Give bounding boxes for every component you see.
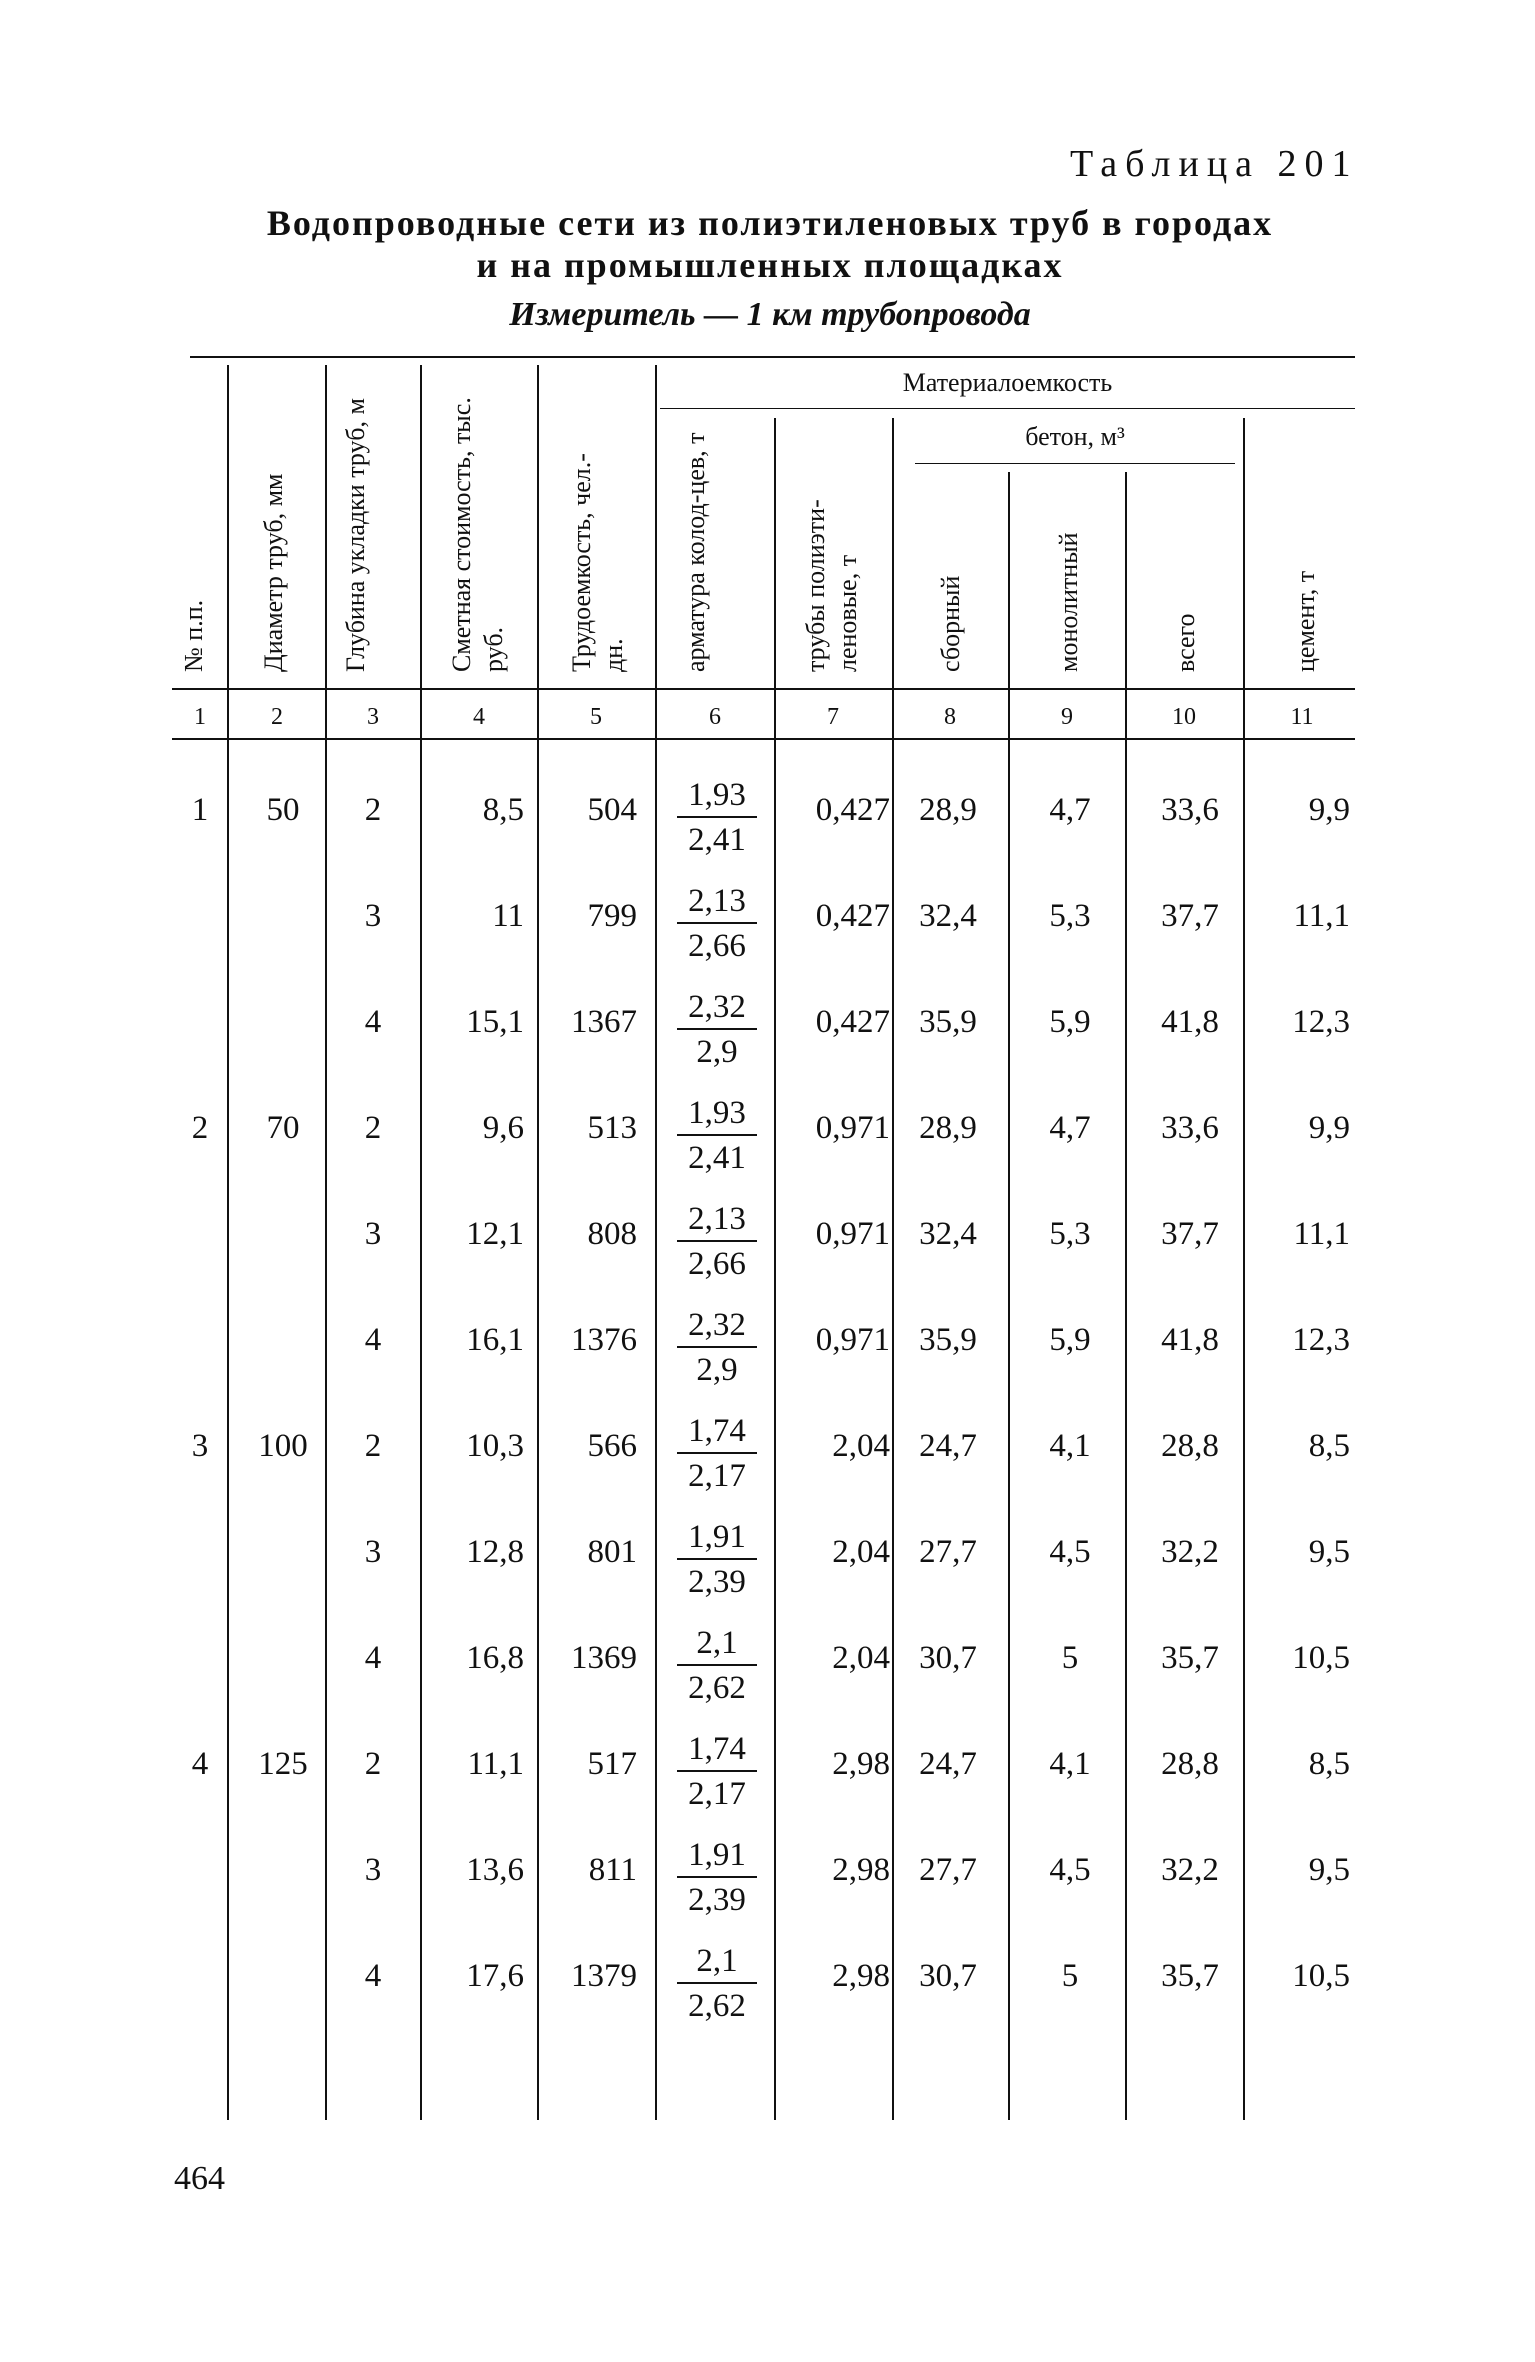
fraction-numerator: 1,91 (677, 1516, 757, 1560)
cell-armature-fraction (677, 1940, 757, 2028)
cell-cost: 11 (492, 898, 524, 934)
col-number-4: 4 (473, 704, 485, 730)
cell-total: 28,8 (1161, 1746, 1219, 1782)
col-sep-10 (1243, 418, 1245, 2120)
cell-pipes: 2,04 (832, 1428, 890, 1464)
cell-armature-fraction (677, 1198, 757, 1286)
cell-depth: 3 (364, 1852, 382, 1888)
cell-armature-fraction (677, 880, 757, 968)
fraction-denominator: 2,39 (688, 1564, 746, 1600)
cell-depth: 4 (364, 1322, 382, 1358)
cell-depth: 4 (364, 1958, 382, 1994)
cell-labor: 1376 (571, 1322, 637, 1358)
cell-cost: 11,1 (467, 1746, 524, 1782)
cell-total: 35,7 (1161, 1958, 1219, 1994)
cell-cement: 8,5 (1308, 1428, 1350, 1464)
col-sep-2 (325, 365, 327, 2120)
cell-pipes: 0,971 (815, 1322, 890, 1358)
cell-n: 4 (191, 1746, 209, 1782)
cell-cement: 10,5 (1292, 1958, 1350, 1994)
header-col-4: Сметная стоимость, тыс. руб. (447, 397, 508, 672)
cell-total: 41,8 (1161, 1322, 1219, 1358)
cell-cost: 12,1 (466, 1216, 524, 1252)
cell-labor: 1369 (571, 1640, 637, 1676)
col-sep-8 (1008, 472, 1010, 2120)
cell-depth: 2 (364, 1746, 382, 1782)
cell-depth: 3 (364, 898, 382, 934)
cell-armature-fraction (677, 1834, 757, 1922)
cell-mono: 4,7 (1049, 1110, 1091, 1146)
cell-depth: 4 (364, 1640, 382, 1676)
col-sep-3 (420, 365, 422, 2120)
header-col-11: цемент, т (1291, 570, 1320, 672)
cell-total: 41,8 (1161, 1004, 1219, 1040)
cell-pipes: 0,971 (815, 1110, 890, 1146)
cell-pipes: 2,04 (832, 1534, 890, 1570)
header-col-9: монолитный (1054, 532, 1083, 672)
fraction-numerator: 1,91 (677, 1834, 757, 1878)
cell-prefab: 35,9 (919, 1004, 977, 1040)
cell-mono: 5,3 (1049, 1216, 1091, 1252)
fraction-denominator: 2,62 (688, 1670, 746, 1706)
rule-concrete (915, 463, 1235, 464)
col-sep-1 (227, 365, 229, 2120)
fraction-numerator: 2,32 (677, 986, 757, 1030)
cell-cost: 15,1 (466, 1004, 524, 1040)
cell-total: 37,7 (1161, 898, 1219, 934)
cell-depth: 3 (364, 1534, 382, 1570)
fraction-numerator: 2,13 (677, 880, 757, 924)
cell-mono: 4,1 (1049, 1746, 1091, 1782)
table-unit: Измеритель — 1 км трубопровода (509, 296, 1031, 333)
cell-labor: 799 (587, 898, 637, 934)
cell-n: 1 (191, 792, 209, 828)
cell-total: 28,8 (1161, 1428, 1219, 1464)
cell-armature-fraction (677, 1516, 757, 1604)
header-col-10: всего (1171, 613, 1200, 672)
cell-mono: 4,7 (1049, 792, 1091, 828)
fraction-numerator: 1,74 (677, 1728, 757, 1772)
cell-labor: 808 (587, 1216, 637, 1252)
cell-d: 50 (266, 792, 300, 828)
rule-materials (660, 408, 1355, 409)
fraction-numerator: 1,93 (677, 1092, 757, 1136)
cell-cement: 8,5 (1308, 1746, 1350, 1782)
table-title-line1: Водопроводные сети из полиэтиленовых труб в городах (266, 203, 1274, 243)
cell-prefab: 32,4 (919, 1216, 977, 1252)
header-concrete: бетон, м³ (1025, 422, 1125, 451)
cell-labor: 1379 (571, 1958, 637, 1994)
cell-total: 33,6 (1161, 792, 1219, 828)
rule-top (190, 356, 1355, 358)
fraction-denominator: 2,66 (688, 1246, 746, 1282)
fraction-numerator: 2,1 (677, 1622, 757, 1666)
cell-prefab: 27,7 (919, 1852, 977, 1888)
fraction-numerator: 2,13 (677, 1198, 757, 1242)
col-number-11: 11 (1290, 704, 1314, 730)
cell-armature-fraction (677, 774, 757, 862)
table-number: Таблица 201 (1070, 143, 1359, 185)
cell-total: 32,2 (1161, 1852, 1219, 1888)
cell-pipes: 2,98 (832, 1746, 890, 1782)
rule-header-bottom (172, 688, 1355, 690)
col-number-6: 6 (709, 704, 721, 730)
cell-cement: 9,9 (1308, 792, 1350, 828)
cell-total: 37,7 (1161, 1216, 1219, 1252)
cell-cement: 10,5 (1292, 1640, 1350, 1676)
fraction-denominator: 2,17 (688, 1776, 746, 1812)
cell-labor: 504 (587, 792, 637, 828)
page-number: 464 (174, 2160, 225, 2197)
cell-mono: 4,1 (1049, 1428, 1091, 1464)
cell-pipes: 2,04 (832, 1640, 890, 1676)
cell-mono: 5,3 (1049, 898, 1091, 934)
fraction-numerator: 1,74 (677, 1410, 757, 1454)
col-number-5: 5 (590, 704, 602, 730)
cell-cost: 10,3 (466, 1428, 524, 1464)
cell-depth: 4 (364, 1004, 382, 1040)
cell-depth: 2 (364, 1428, 382, 1464)
header-col-8: сборный (936, 575, 965, 672)
cell-cement: 9,5 (1308, 1852, 1350, 1888)
fraction-denominator: 2,66 (688, 928, 746, 964)
cell-d: 70 (266, 1110, 300, 1146)
cell-armature-fraction (677, 1304, 757, 1392)
cell-mono: 4,5 (1049, 1852, 1091, 1888)
table-title-line2: и на промышленных площадках (476, 245, 1064, 285)
cell-mono: 5 (1061, 1640, 1079, 1676)
cell-armature-fraction (677, 1622, 757, 1710)
cell-d: 125 (258, 1746, 308, 1782)
cell-cement: 12,3 (1292, 1004, 1350, 1040)
header-col-2: Диаметр труб, мм (259, 473, 288, 672)
cell-cost: 9,6 (482, 1110, 524, 1146)
fraction-numerator: 2,1 (677, 1940, 757, 1984)
cell-armature-fraction (677, 1410, 757, 1498)
rule-numbers-bottom (172, 738, 1355, 740)
fraction-denominator: 2,41 (688, 822, 746, 858)
cell-pipes: 0,427 (815, 1004, 890, 1040)
cell-depth: 2 (364, 1110, 382, 1146)
cell-prefab: 28,9 (919, 1110, 977, 1146)
col-sep-9 (1125, 472, 1127, 2120)
header-col-5: Трудоемкость, чел.-дн. (567, 453, 628, 672)
header-col-7: трубы полиэти-леновые, т (801, 499, 862, 672)
cell-mono: 5,9 (1049, 1004, 1091, 1040)
cell-total: 32,2 (1161, 1534, 1219, 1570)
cell-pipes: 0,971 (815, 1216, 890, 1252)
cell-depth: 2 (364, 792, 382, 828)
cell-d: 100 (258, 1428, 308, 1464)
cell-mono: 5,9 (1049, 1322, 1091, 1358)
col-number-7: 7 (827, 704, 839, 730)
header-col-6: арматура колод-цев, т (681, 432, 710, 672)
cell-labor: 1367 (571, 1004, 637, 1040)
col-number-1: 1 (194, 704, 206, 730)
cell-cost: 8,5 (482, 792, 524, 828)
cell-cement: 9,5 (1308, 1534, 1350, 1570)
cell-labor: 517 (587, 1746, 637, 1782)
cell-prefab: 32,4 (919, 898, 977, 934)
cell-prefab: 24,7 (919, 1746, 977, 1782)
cell-depth: 3 (364, 1216, 382, 1252)
col-number-9: 9 (1061, 704, 1073, 730)
col-number-8: 8 (944, 704, 956, 730)
col-sep-5 (655, 365, 657, 2120)
fraction-denominator: 2,39 (688, 1882, 746, 1918)
cell-prefab: 30,7 (919, 1640, 977, 1676)
cell-prefab: 30,7 (919, 1958, 977, 1994)
fraction-denominator: 2,9 (696, 1034, 738, 1070)
cell-cement: 12,3 (1292, 1322, 1350, 1358)
fraction-denominator: 2,41 (688, 1140, 746, 1176)
cell-labor: 811 (588, 1852, 637, 1888)
cell-pipes: 2,98 (832, 1958, 890, 1994)
cell-n: 3 (191, 1428, 209, 1464)
cell-cement: 11,1 (1293, 898, 1350, 934)
cell-prefab: 24,7 (919, 1428, 977, 1464)
cell-cement: 9,9 (1308, 1110, 1350, 1146)
cell-cost: 16,1 (466, 1322, 524, 1358)
cell-cost: 12,8 (466, 1534, 524, 1570)
col-number-3: 3 (367, 704, 379, 730)
fraction-numerator: 2,32 (677, 1304, 757, 1348)
col-number-2: 2 (271, 704, 283, 730)
col-sep-6 (774, 418, 776, 2120)
cell-total: 33,6 (1161, 1110, 1219, 1146)
cell-labor: 566 (587, 1428, 637, 1464)
cell-armature-fraction (677, 1092, 757, 1180)
fraction-numerator: 1,93 (677, 774, 757, 818)
cell-cost: 16,8 (466, 1640, 524, 1676)
cell-prefab: 28,9 (919, 792, 977, 828)
cell-mono: 4,5 (1049, 1534, 1091, 1570)
header-col-1: № п.п. (179, 599, 208, 672)
cell-prefab: 35,9 (919, 1322, 977, 1358)
cell-prefab: 27,7 (919, 1534, 977, 1570)
header-col-3: Глубина укладки труб, м (341, 398, 370, 672)
cell-labor: 801 (587, 1534, 637, 1570)
header-materials: Материалоемкость (902, 368, 1113, 397)
cell-cement: 11,1 (1293, 1216, 1350, 1252)
cell-armature-fraction (677, 1728, 757, 1816)
fraction-denominator: 2,17 (688, 1458, 746, 1494)
cell-pipes: 0,427 (815, 898, 890, 934)
col-sep-7 (892, 418, 894, 2120)
cell-n: 2 (191, 1110, 209, 1146)
cell-pipes: 0,427 (815, 792, 890, 828)
col-number-10: 10 (1172, 704, 1196, 730)
fraction-denominator: 2,9 (696, 1352, 738, 1388)
cell-armature-fraction (677, 986, 757, 1074)
cell-total: 35,7 (1161, 1640, 1219, 1676)
col-sep-4 (537, 365, 539, 2120)
cell-mono: 5 (1061, 1958, 1079, 1994)
fraction-denominator: 2,62 (688, 1988, 746, 2024)
cell-pipes: 2,98 (832, 1852, 890, 1888)
cell-cost: 17,6 (466, 1958, 524, 1994)
cell-labor: 513 (587, 1110, 637, 1146)
cell-cost: 13,6 (466, 1852, 524, 1888)
